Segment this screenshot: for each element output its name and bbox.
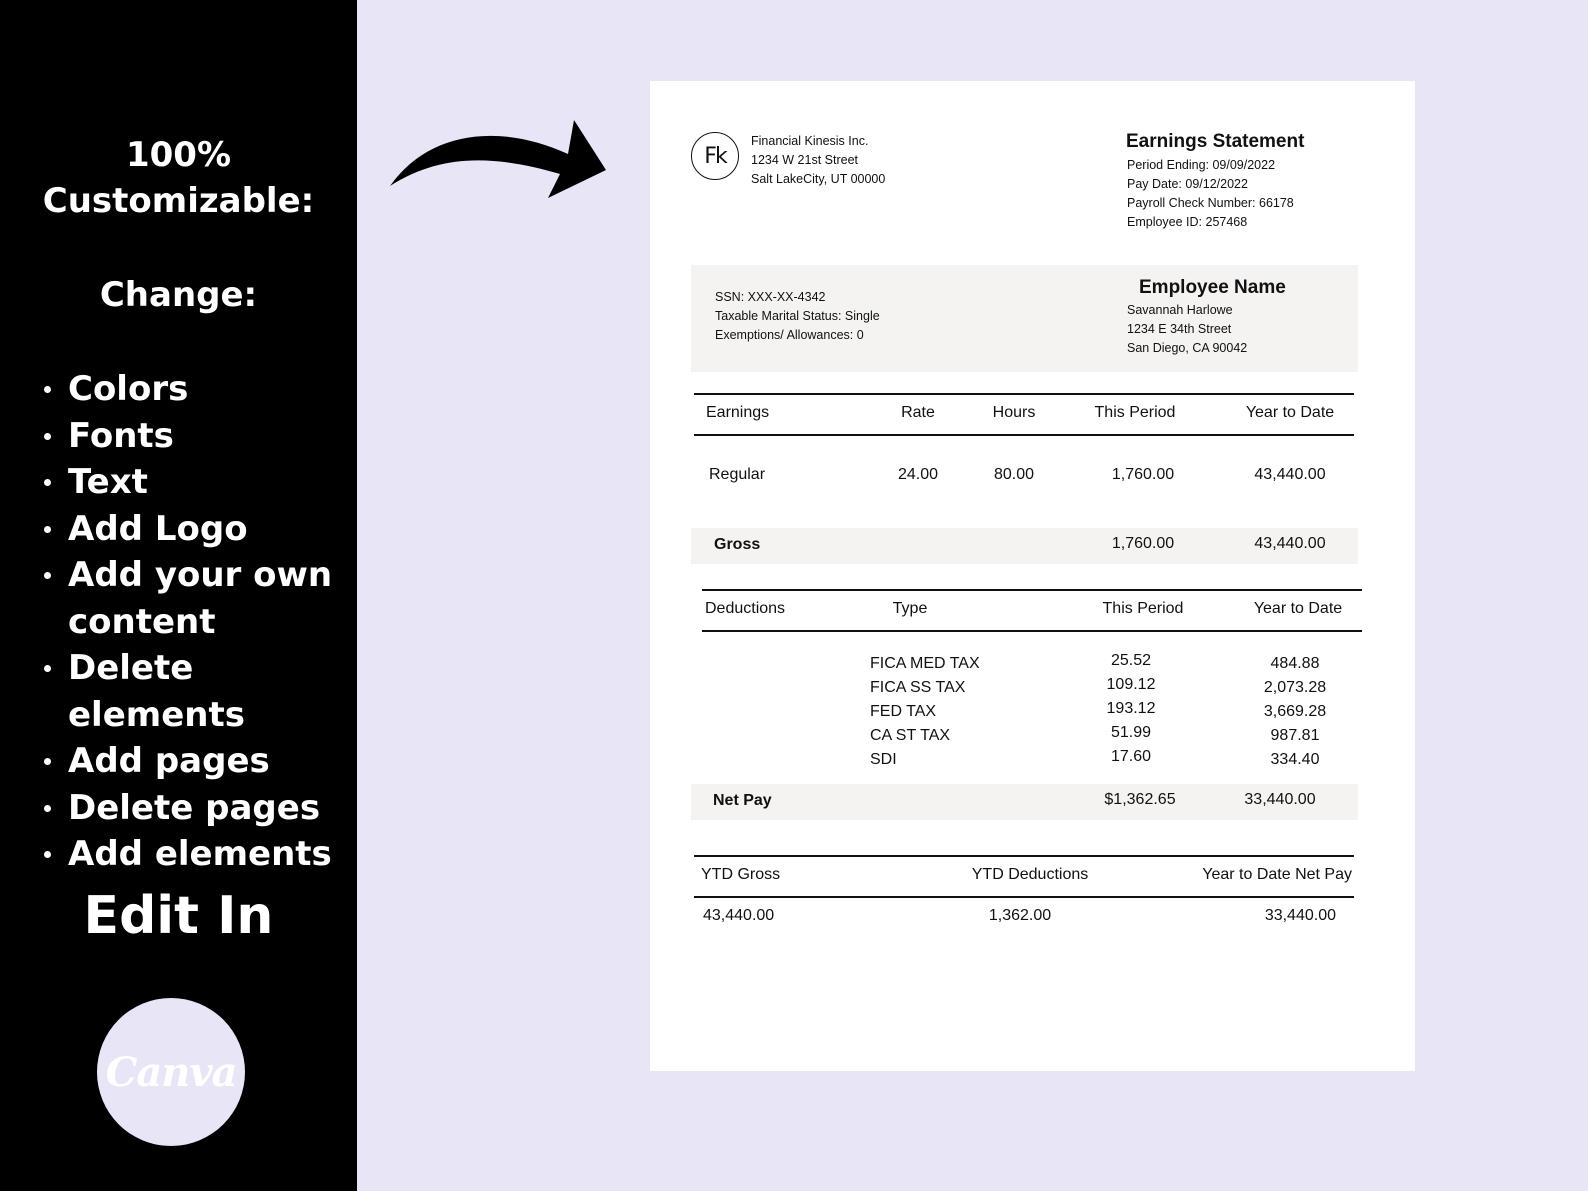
deduction-ytd: 334.40	[1270, 751, 1320, 768]
feature-item: Colors	[44, 366, 357, 413]
ytd-gross-value: 43,440.00	[703, 907, 775, 924]
feature-item: Delete pages	[44, 785, 357, 832]
employee-tax-info	[715, 288, 880, 345]
feature-item: Text	[44, 459, 357, 506]
divider	[694, 855, 1354, 857]
feature-item: Add pages	[44, 738, 357, 785]
earning-ytd: 43,440.00	[1254, 466, 1326, 483]
deduction-type: CA ST TAX	[870, 727, 951, 744]
divider	[702, 589, 1362, 591]
gross-ytd: 43,440.00	[1254, 535, 1326, 552]
company-address1: 1234 W 21st Street	[751, 153, 859, 167]
earning-label: Regular	[709, 466, 766, 483]
company-name: Financial Kinesis Inc.	[751, 134, 869, 148]
ytd-deductions-header: YTD Deductions	[971, 866, 1089, 883]
employee-name-heading: Employee Name	[1139, 277, 1286, 298]
deduction-this-period: 109.12	[1106, 676, 1156, 693]
curved-arrow-icon	[388, 112, 610, 202]
net-pay-ytd: 33,440.00	[1244, 791, 1316, 808]
ytd-gross-header: YTD Gross	[701, 866, 781, 883]
employee-address	[1127, 275, 1286, 358]
promo-sidebar	[0, 0, 357, 1191]
check-number: Payroll Check Number: 66178	[1127, 196, 1294, 210]
promo-heading-line1: 100%	[125, 135, 232, 175]
employee-address2: San Diego, CA 90042	[1127, 341, 1248, 355]
deduction-ytd: 2,073.28	[1263, 679, 1327, 696]
employee-info-box	[691, 265, 1358, 372]
deduction-this-period: 17.60	[1110, 748, 1152, 765]
earning-this-period: 1,760.00	[1111, 466, 1175, 483]
statement-title: Earnings Statement	[1126, 131, 1305, 152]
net-pay-label: Net Pay	[713, 792, 772, 809]
ded-ytd-header: Year to Date	[1253, 600, 1343, 617]
deduction-type: FICA MED TAX	[870, 655, 980, 672]
canva-logo-text: Canva	[105, 1048, 237, 1096]
ytd-net-pay-value: 33,440.00	[1264, 907, 1336, 924]
gross-label: Gross	[714, 536, 761, 553]
earnings-statement-document	[650, 81, 1415, 1071]
earning-rate: 24.00	[897, 466, 939, 483]
feature-item: Delete elements	[44, 645, 357, 738]
fk-logo-icon	[691, 132, 739, 180]
deduction-this-period: 193.12	[1106, 700, 1156, 717]
deduction-ytd: 987.81	[1270, 727, 1320, 744]
feature-item-continued: content	[68, 601, 216, 642]
divider	[694, 434, 1354, 436]
feature-list	[44, 366, 357, 878]
deductions-header: Deductions	[705, 600, 786, 617]
ytd-deductions-value: 1,362.00	[988, 907, 1052, 924]
ded-this-period-header: This Period	[1102, 600, 1184, 617]
employee-address1: 1234 E 34th Street	[1127, 322, 1232, 336]
deduction-type: FED TAX	[870, 703, 937, 720]
feature-item: Fonts	[44, 413, 357, 460]
ytd-header: Year to Date	[1245, 404, 1335, 421]
net-pay-this-period: $1,362.65	[1104, 791, 1176, 808]
this-period-header: This Period	[1094, 404, 1176, 421]
ssn: SSN: XXX-XX-4342	[715, 290, 826, 304]
deduction-type: FICA SS TAX	[870, 679, 966, 696]
deduction-ytd: 3,669.28	[1263, 703, 1327, 720]
type-header: Type	[892, 600, 928, 617]
company-address2: Salt LakeCity, UT 00000	[751, 172, 886, 186]
promo-heading-line2: Customizable:	[42, 181, 315, 221]
exemptions: Exemptions/ Allowances: 0	[715, 328, 864, 342]
promo-change-heading: Change:	[99, 275, 258, 315]
company-info	[751, 132, 885, 189]
feature-item: Add elements	[44, 831, 357, 878]
earnings-header: Earnings	[706, 404, 770, 421]
period-ending: Period Ending: 09/09/2022	[1127, 158, 1276, 172]
feature-item: Add Logo	[44, 506, 357, 553]
employee-id: Employee ID: 257468	[1127, 215, 1248, 229]
canva-logo[interactable]	[97, 998, 245, 1146]
rate-header: Rate	[901, 404, 935, 421]
marital-status: Taxable Marital Status: Single	[715, 309, 880, 323]
feature-item: Add your own	[44, 552, 357, 599]
deduction-type: SDI	[870, 751, 897, 768]
logo-text: Fk	[704, 143, 726, 169]
ytd-net-pay-header: Year to Date Net Pay	[1202, 866, 1352, 883]
divider	[702, 630, 1362, 632]
edit-in-text: Edit In	[83, 886, 274, 946]
deduction-this-period: 51.99	[1110, 724, 1152, 741]
earning-hours: 80.00	[993, 466, 1035, 483]
divider	[694, 896, 1354, 898]
deduction-ytd: 484.88	[1270, 655, 1320, 672]
statement-info	[1127, 129, 1304, 232]
deduction-this-period: 25.52	[1110, 652, 1152, 669]
hours-header: Hours	[992, 404, 1036, 421]
employee-name: Savannah Harlowe	[1127, 303, 1233, 317]
gross-this-period: 1,760.00	[1111, 535, 1175, 552]
pay-date: Pay Date: 09/12/2022	[1127, 177, 1248, 191]
divider	[694, 393, 1354, 395]
